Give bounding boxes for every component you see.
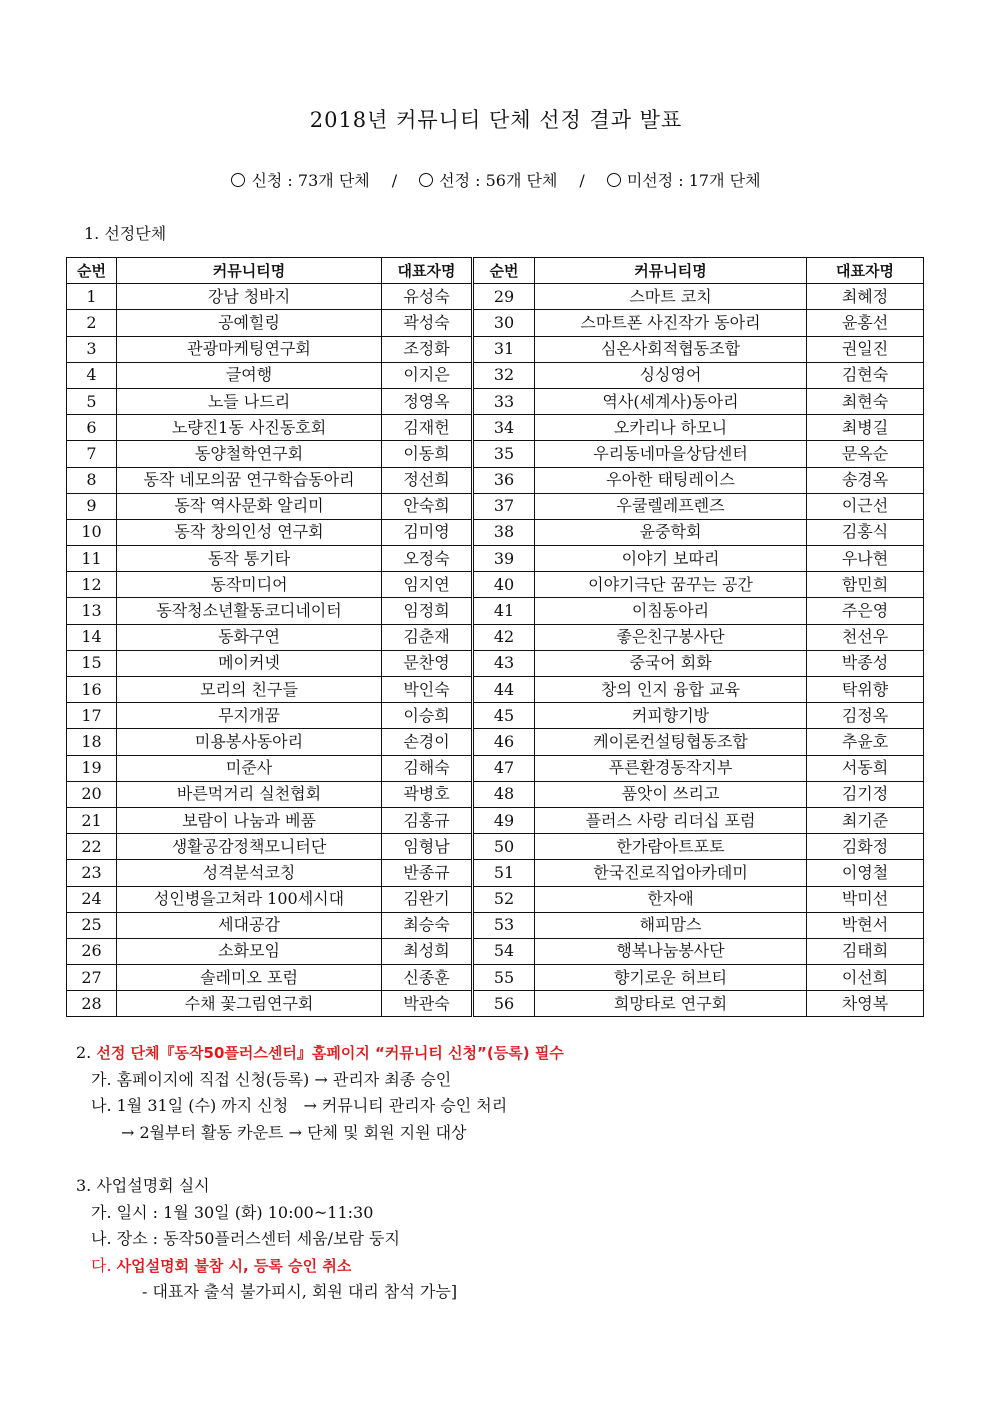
cell-community-name: 미용봉사동아리 <box>117 729 382 755</box>
cell-number: 5 <box>67 388 117 414</box>
cell-representative: 최병길 <box>807 415 924 441</box>
cell-representative: 김해숙 <box>382 755 473 781</box>
cell-community-name: 성격분석코칭 <box>117 860 382 886</box>
cell-community-name: 동양철학연구회 <box>117 441 382 467</box>
cell-representative: 우나현 <box>807 546 924 572</box>
cell-number: 10 <box>67 519 117 545</box>
cell-number: 25 <box>67 912 117 938</box>
cell-representative: 박관숙 <box>382 991 473 1017</box>
cell-number: 31 <box>473 336 535 362</box>
cell-number: 52 <box>473 886 535 912</box>
cell-representative: 김춘재 <box>382 624 473 650</box>
table-row <box>67 362 924 388</box>
cell-representative: 탁위향 <box>807 677 924 703</box>
circle-bullet-icon <box>607 173 621 187</box>
cell-representative: 김미영 <box>382 519 473 545</box>
cell-number: 39 <box>473 546 535 572</box>
cell-community-name: 커피향기방 <box>535 703 807 729</box>
cell-representative: 곽성숙 <box>382 310 473 336</box>
cell-number: 28 <box>67 991 117 1017</box>
section2-number: 2. <box>76 1043 92 1062</box>
table-row <box>67 991 924 1017</box>
cell-representative: 조정화 <box>382 336 473 362</box>
table-body <box>67 284 924 1017</box>
cell-representative: 반종규 <box>382 860 473 886</box>
cell-community-name: 공예힐링 <box>117 310 382 336</box>
cell-number: 2 <box>67 310 117 336</box>
cell-representative: 김완기 <box>382 886 473 912</box>
cell-community-name: 모리의 친구들 <box>117 677 382 703</box>
table-row <box>67 415 924 441</box>
cell-number: 14 <box>67 624 117 650</box>
cell-representative: 이영철 <box>807 860 924 886</box>
cell-number: 8 <box>67 467 117 493</box>
cell-number: 24 <box>67 886 117 912</box>
cell-representative: 차영복 <box>807 991 924 1017</box>
cell-number: 40 <box>473 572 535 598</box>
section3-heading: 3. 사업설명회 실시 <box>76 1175 210 1195</box>
cell-representative: 박인숙 <box>382 677 473 703</box>
cell-community-name: 동작 역사문화 알리미 <box>117 493 382 519</box>
cell-number: 46 <box>473 729 535 755</box>
cell-representative: 최혜정 <box>807 284 924 310</box>
cell-community-name: 동작미디어 <box>117 572 382 598</box>
cell-number: 30 <box>473 310 535 336</box>
cell-number: 17 <box>67 703 117 729</box>
cell-number: 36 <box>473 467 535 493</box>
cell-number: 38 <box>473 519 535 545</box>
table-row <box>67 703 924 729</box>
cell-representative: 박현서 <box>807 912 924 938</box>
table-row <box>67 650 924 676</box>
table-row <box>67 860 924 886</box>
cell-community-name: 메이커넷 <box>117 650 382 676</box>
table-row <box>67 624 924 650</box>
cell-representative: 김태희 <box>807 938 924 964</box>
section3-item-c-emphasis: 사업설명회 불참 시, 등록 승인 취소 <box>116 1256 352 1275</box>
cell-representative: 박미선 <box>807 886 924 912</box>
cell-number: 51 <box>473 860 535 886</box>
cell-community-name: 노량진1동 사진동호회 <box>117 415 382 441</box>
table-row <box>67 572 924 598</box>
cell-community-name: 관광마케팅연구회 <box>117 336 382 362</box>
summary-separator: / <box>391 171 398 190</box>
table-header-row <box>67 258 924 284</box>
cell-number: 18 <box>67 729 117 755</box>
cell-representative: 곽병호 <box>382 781 473 807</box>
cell-representative: 오정숙 <box>382 546 473 572</box>
cell-representative: 이동희 <box>382 441 473 467</box>
cell-number: 23 <box>67 860 117 886</box>
cell-number: 45 <box>473 703 535 729</box>
cell-representative: 임형남 <box>382 834 473 860</box>
cell-representative: 김홍식 <box>807 519 924 545</box>
cell-community-name: 한가람아트포토 <box>535 834 807 860</box>
cell-community-name: 세대공감 <box>117 912 382 938</box>
table-row <box>67 441 924 467</box>
cell-number: 29 <box>473 284 535 310</box>
cell-number: 34 <box>473 415 535 441</box>
cell-representative: 추윤호 <box>807 729 924 755</box>
cell-number: 54 <box>473 938 535 964</box>
cell-community-name: 동작 창의인성 연구회 <box>117 519 382 545</box>
table-row <box>67 598 924 624</box>
cell-community-name: 바른먹거리 실천협회 <box>117 781 382 807</box>
cell-community-name: 이침동아리 <box>535 598 807 624</box>
section3-item-c-prefix: 다. <box>91 1255 117 1275</box>
cell-community-name: 성인병을고쳐라 100세시대 <box>117 886 382 912</box>
header-number: 순번 <box>473 258 535 284</box>
cell-community-name: 이야기 보따리 <box>535 546 807 572</box>
cell-number: 56 <box>473 991 535 1017</box>
table-row <box>67 284 924 310</box>
cell-number: 7 <box>67 441 117 467</box>
cell-community-name: 보람이 나눔과 베품 <box>117 807 382 833</box>
cell-number: 42 <box>473 624 535 650</box>
cell-number: 26 <box>67 938 117 964</box>
summary-not-selected: 미선정 : 17개 단체 <box>626 171 761 190</box>
table-row <box>67 729 924 755</box>
table-row <box>67 781 924 807</box>
cell-number: 4 <box>67 362 117 388</box>
cell-representative: 최현숙 <box>807 388 924 414</box>
cell-representative: 임정희 <box>382 598 473 624</box>
header-community-name: 커뮤니티명 <box>535 258 807 284</box>
cell-community-name: 동화구연 <box>117 624 382 650</box>
summary-applied: 신청 : 73개 단체 <box>251 171 370 190</box>
cell-representative: 유성숙 <box>382 284 473 310</box>
cell-representative: 김화정 <box>807 834 924 860</box>
cell-number: 50 <box>473 834 535 860</box>
header-representative: 대표자명 <box>807 258 924 284</box>
cell-representative: 이선희 <box>807 965 924 991</box>
cell-representative: 신종훈 <box>382 965 473 991</box>
section3-item-c <box>76 1253 564 1280</box>
cell-community-name: 우쿨렐레프렌즈 <box>535 493 807 519</box>
cell-number: 47 <box>473 755 535 781</box>
cell-community-name: 역사(세계사)동아리 <box>535 388 807 414</box>
cell-representative: 김홍규 <box>382 807 473 833</box>
cell-community-name: 미준사 <box>117 755 382 781</box>
cell-community-name: 한자애 <box>535 886 807 912</box>
section2-heading-emphasis: 선정 단체『동작50플러스센터』홈페이지 “커뮤니티 신청”(등록) 필수 <box>96 1044 564 1062</box>
cell-community-name: 솔레미오 포럼 <box>117 965 382 991</box>
cell-representative: 천선우 <box>807 624 924 650</box>
section3-item-a: 가. 일시 : 1월 30일 (화) 10:00~11:30 <box>91 1202 374 1222</box>
cell-representative: 문옥순 <box>807 441 924 467</box>
cell-number: 55 <box>473 965 535 991</box>
cell-representative: 서동희 <box>807 755 924 781</box>
cell-representative: 손경이 <box>382 729 473 755</box>
section2-item-b-continuation: → 2월부터 활동 카운트 → 단체 및 회원 지원 대상 <box>121 1122 467 1142</box>
cell-representative: 최성희 <box>382 938 473 964</box>
cell-number: 53 <box>473 912 535 938</box>
cell-number: 9 <box>67 493 117 519</box>
cell-community-name: 창의 인지 융합 교육 <box>535 677 807 703</box>
table-row <box>67 546 924 572</box>
cell-community-name: 스마트 코치 <box>535 284 807 310</box>
cell-community-name: 싱싱영어 <box>535 362 807 388</box>
summary-separator: / <box>579 171 585 190</box>
cell-representative: 정영옥 <box>382 388 473 414</box>
cell-community-name: 해피맘스 <box>535 912 807 938</box>
section-heading-selected-groups: 1. 선정단체 <box>84 224 167 243</box>
cell-community-name: 수채 꽃그림연구회 <box>117 991 382 1017</box>
cell-community-name: 푸른환경동작지부 <box>535 755 807 781</box>
summary-selected: 선정 : 56개 단체 <box>439 171 558 190</box>
cell-number: 48 <box>473 781 535 807</box>
cell-community-name: 향기로운 허브티 <box>535 965 807 991</box>
cell-community-name: 플러스 사랑 리더십 포럼 <box>535 807 807 833</box>
cell-representative: 이지은 <box>382 362 473 388</box>
cell-community-name: 심온사회적협동조합 <box>535 336 807 362</box>
cell-number: 21 <box>67 807 117 833</box>
cell-community-name: 동작 통기타 <box>117 546 382 572</box>
cell-community-name: 우리동네마을상담센터 <box>535 441 807 467</box>
cell-number: 37 <box>473 493 535 519</box>
cell-number: 13 <box>67 598 117 624</box>
section2-heading <box>76 1040 564 1067</box>
cell-number: 19 <box>67 755 117 781</box>
cell-community-name: 중국어 회화 <box>535 650 807 676</box>
table-row <box>67 310 924 336</box>
cell-representative: 문찬영 <box>382 650 473 676</box>
cell-number: 1 <box>67 284 117 310</box>
notes-block <box>76 1040 564 1306</box>
table-row <box>67 834 924 860</box>
cell-community-name: 노들 나드리 <box>117 388 382 414</box>
selected-groups-table <box>66 257 924 1017</box>
cell-representative: 함민희 <box>807 572 924 598</box>
cell-community-name: 윤중학회 <box>535 519 807 545</box>
cell-community-name: 한국진로직업아카데미 <box>535 860 807 886</box>
cell-representative: 권일진 <box>807 336 924 362</box>
cell-representative: 이근선 <box>807 493 924 519</box>
cell-community-name: 우아한 태팅레이스 <box>535 467 807 493</box>
cell-number: 12 <box>67 572 117 598</box>
table-row <box>67 886 924 912</box>
cell-number: 11 <box>67 546 117 572</box>
cell-community-name: 생활공감정책모니터단 <box>117 834 382 860</box>
cell-community-name: 동작 네모의꿈 연구학습동아리 <box>117 467 382 493</box>
cell-community-name: 소화모임 <box>117 938 382 964</box>
cell-representative: 이승희 <box>382 703 473 729</box>
cell-number: 27 <box>67 965 117 991</box>
table-row <box>67 677 924 703</box>
cell-community-name: 희망타로 연구회 <box>535 991 807 1017</box>
cell-representative: 김기정 <box>807 781 924 807</box>
cell-community-name: 행복나눔봉사단 <box>535 938 807 964</box>
page-title: 2018년 커뮤니티 단체 선정 결과 발표 <box>309 108 683 132</box>
table-row <box>67 467 924 493</box>
cell-community-name: 무지개꿈 <box>117 703 382 729</box>
cell-representative: 김재헌 <box>382 415 473 441</box>
cell-community-name: 이야기극단 꿈꾸는 공간 <box>535 572 807 598</box>
cell-community-name: 오카리나 하모니 <box>535 415 807 441</box>
table-row <box>67 755 924 781</box>
table-row <box>67 519 924 545</box>
cell-representative: 김현숙 <box>807 362 924 388</box>
cell-number: 6 <box>67 415 117 441</box>
table-row <box>67 493 924 519</box>
section2-item-a: 가. 홈페이지에 직접 신청(등록) → 관리자 최종 승인 <box>91 1069 452 1089</box>
cell-number: 16 <box>67 677 117 703</box>
table-row <box>67 807 924 833</box>
cell-number: 33 <box>473 388 535 414</box>
summary-line <box>0 168 992 191</box>
cell-number: 43 <box>473 650 535 676</box>
cell-community-name: 스마트폰 사진작가 동아리 <box>535 310 807 336</box>
cell-number: 49 <box>473 807 535 833</box>
cell-representative: 안숙희 <box>382 493 473 519</box>
header-community-name: 커뮤니티명 <box>117 258 382 284</box>
cell-number: 44 <box>473 677 535 703</box>
spacer <box>76 1146 564 1173</box>
cell-community-name: 케이론컨설팅협동조합 <box>535 729 807 755</box>
circle-bullet-icon <box>419 173 433 187</box>
cell-number: 3 <box>67 336 117 362</box>
cell-representative: 정선희 <box>382 467 473 493</box>
section2-item-b: 나. 1월 31일 (수) 까지 신청 → 커뮤니티 관리자 승인 처리 <box>91 1096 508 1116</box>
cell-representative: 주은영 <box>807 598 924 624</box>
section3-item-c-note: - 대표자 출석 불가피시, 회원 대리 참석 가능] <box>142 1282 458 1302</box>
cell-representative: 김정옥 <box>807 703 924 729</box>
cell-number: 15 <box>67 650 117 676</box>
cell-number: 22 <box>67 834 117 860</box>
circle-bullet-icon <box>231 173 245 187</box>
table-row <box>67 912 924 938</box>
cell-number: 20 <box>67 781 117 807</box>
cell-community-name: 강남 청바지 <box>117 284 382 310</box>
cell-number: 41 <box>473 598 535 624</box>
cell-representative: 임지연 <box>382 572 473 598</box>
cell-representative: 최승숙 <box>382 912 473 938</box>
cell-community-name: 좋은친구봉사단 <box>535 624 807 650</box>
table-row <box>67 938 924 964</box>
header-number: 순번 <box>67 258 117 284</box>
table-row <box>67 336 924 362</box>
cell-representative: 박종성 <box>807 650 924 676</box>
cell-representative: 윤홍선 <box>807 310 924 336</box>
cell-number: 32 <box>473 362 535 388</box>
table-row <box>67 965 924 991</box>
cell-community-name: 품앗이 쓰리고 <box>535 781 807 807</box>
cell-community-name: 동작청소년활동코디네이터 <box>117 598 382 624</box>
section3-item-b: 나. 장소 : 동작50플러스센터 세움/보람 둥지 <box>91 1229 400 1249</box>
table-row <box>67 388 924 414</box>
header-representative: 대표자명 <box>382 258 473 284</box>
cell-representative: 최기준 <box>807 807 924 833</box>
cell-number: 35 <box>473 441 535 467</box>
cell-representative: 송경옥 <box>807 467 924 493</box>
cell-community-name: 글여행 <box>117 362 382 388</box>
